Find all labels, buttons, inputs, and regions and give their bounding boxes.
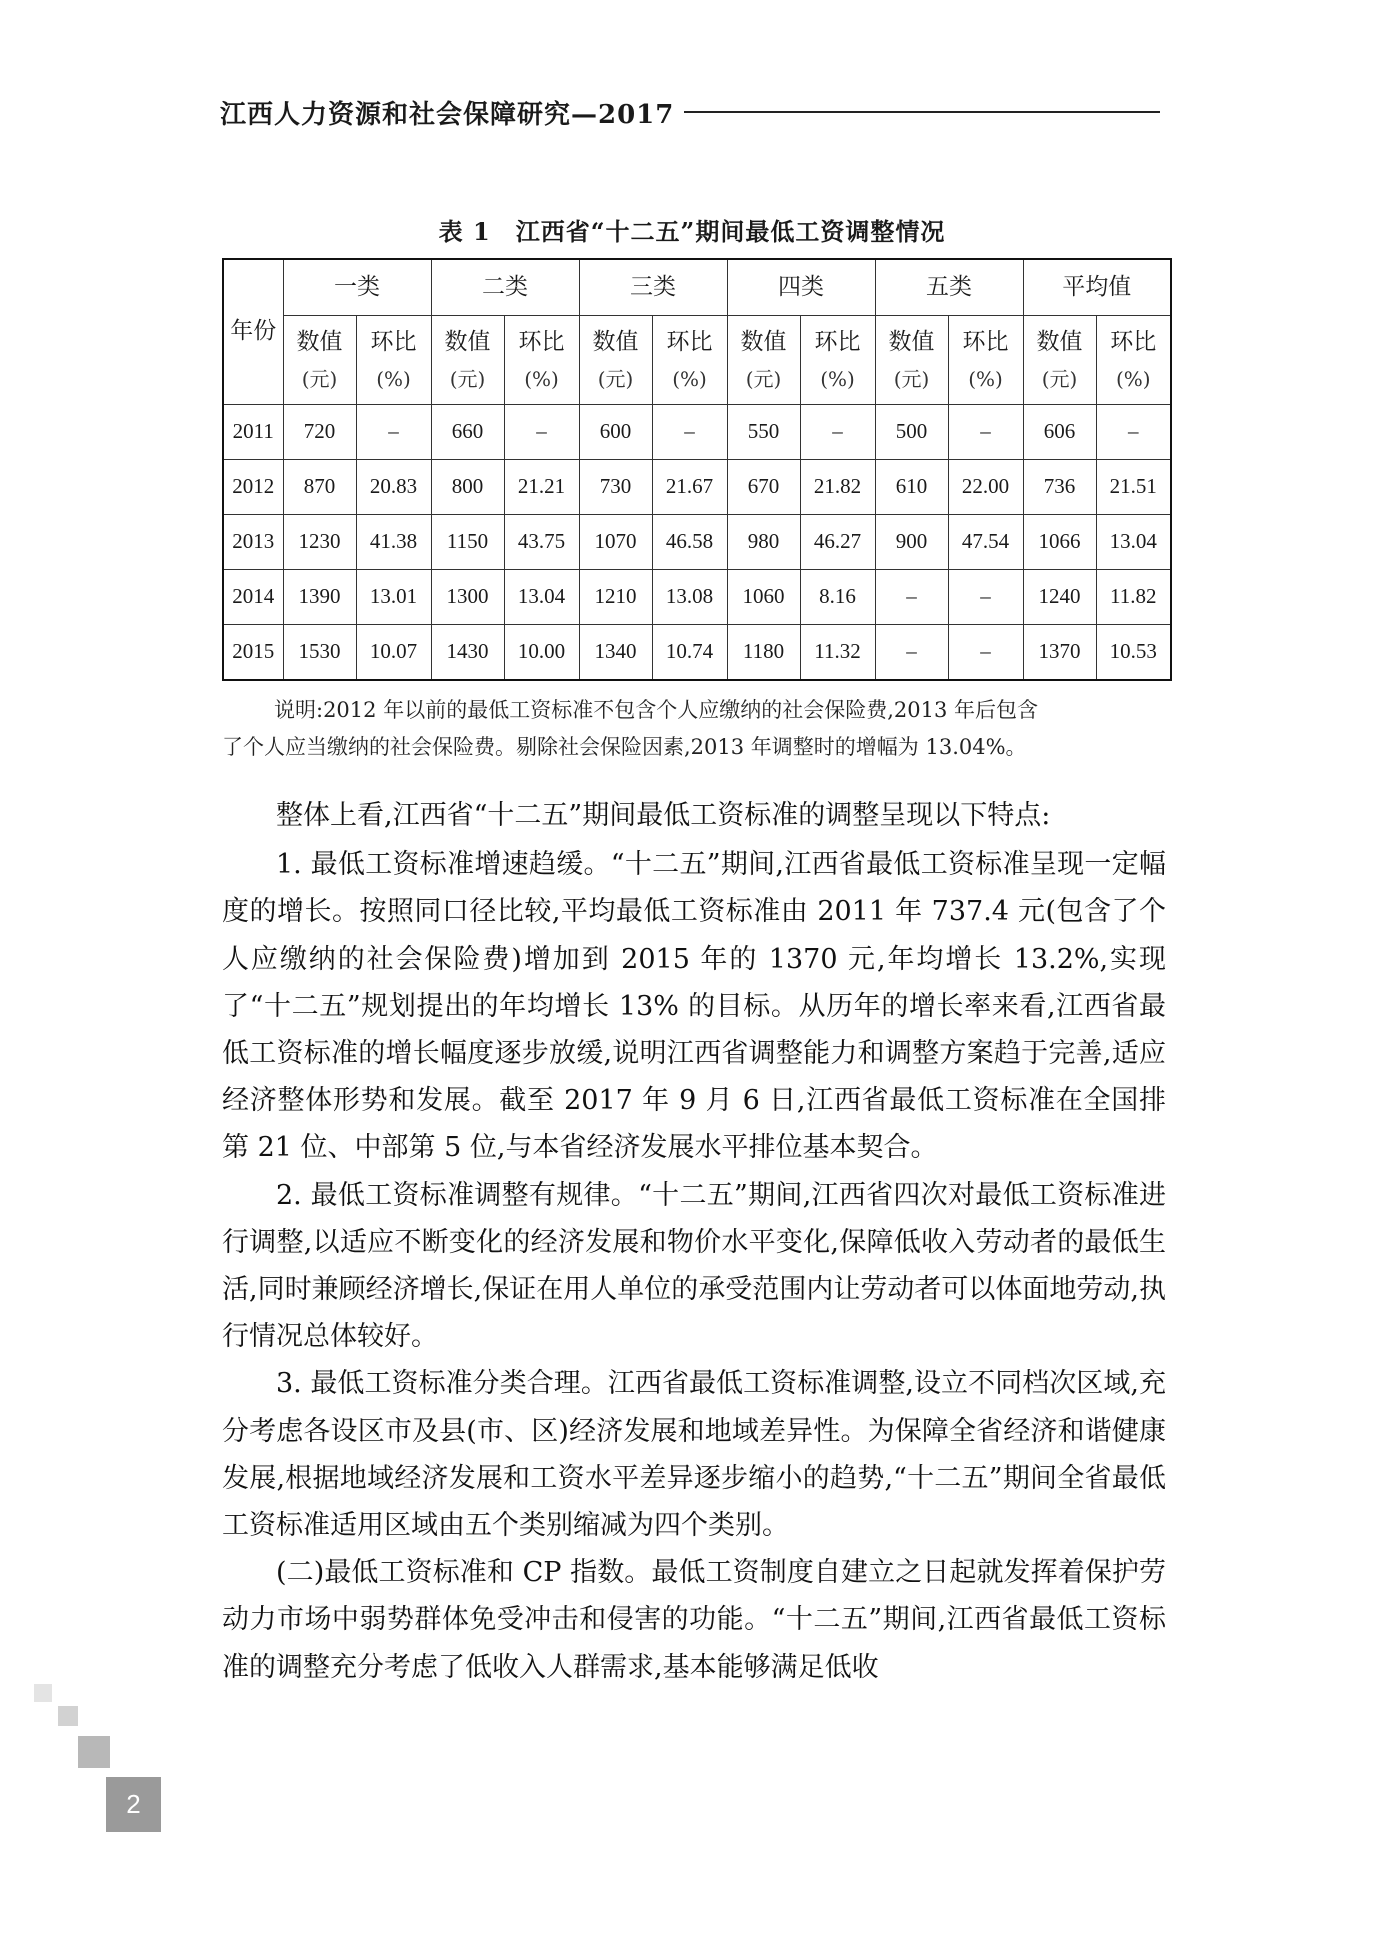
value-cell: 730 (579, 460, 652, 515)
ratio-col-header: 环比 (%) (356, 316, 431, 405)
year-cell: 2013 (223, 515, 283, 570)
ratio-cell: 13.04 (504, 570, 579, 625)
ratio-cell: 10.00 (504, 625, 579, 681)
ratio-cell: 46.27 (800, 515, 875, 570)
value-cell: – (875, 625, 948, 681)
category-header: 二类 (431, 259, 579, 316)
paragraph-intro: 整体上看,江西省“十二五”期间最低工资标准的调整呈现以下特点: (276, 800, 1051, 831)
value-cell: 1180 (727, 625, 800, 681)
value-cell: 900 (875, 515, 948, 570)
value-col-header: 数值 (元) (579, 316, 652, 405)
value-cell: 660 (431, 405, 504, 460)
value-cell: 1300 (431, 570, 504, 625)
ratio-cell: – (504, 405, 579, 460)
ratio-cell: – (1096, 405, 1171, 460)
value-cell: 800 (431, 460, 504, 515)
ratio-cell: 22.00 (948, 460, 1023, 515)
paragraph-1: 1. 最低工资标准增速趋缓。“十二五”期间,江西省最低工资标准呈现一定幅度的增长。按照同口径比较,平均最低工资标准由 2011 年 737.4 元(包含了个人应缴纳的社会保险费)增加到 2015 年的 1370 元,年均增长 13.2%,实现了“十二五”规划提出的年均增长 13% 的目标。从历年的增长率来看,江西省最低工资标准的增长幅度逐步放缓,说明江西省调整能力和调整方案趋于完善,适应经济整体形势和发展。截至 2017 年 9 月 6 日,江西省最低工资标准在全国排第 21 位、中部第 5 位,与本省经济发展水平排位基本契合。 (222, 849, 1166, 1164)
ratio-cell: – (800, 405, 875, 460)
value-cell: 1150 (431, 515, 504, 570)
table-row (223, 625, 1171, 681)
paragraph-3: 3. 最低工资标准分类合理。江西省最低工资标准调整,设立不同档次区域,充分考虑各设区市及县(市、区)经济发展和地域差异性。为保障全省经济和谐健康发展,根据地域经济发展和工资水平差异逐步缩小的趋势,“十二五”期间全省最低工资标准适用区域由五个类别缩减为四个类别。 (222, 1368, 1166, 1542)
table-title: 表 1 江西省“十二五”期间最低工资调整情况 (438, 217, 946, 246)
value-cell: 606 (1023, 405, 1096, 460)
value-cell: 1066 (1023, 515, 1096, 570)
value-cell: 736 (1023, 460, 1096, 515)
value-cell: 980 (727, 515, 800, 570)
ratio-cell: 10.07 (356, 625, 431, 681)
table-row (223, 570, 1171, 625)
value-cell: 870 (283, 460, 356, 515)
value-cell: 1340 (579, 625, 652, 681)
value-cell: 1530 (283, 625, 356, 681)
page-number: 2 (106, 1777, 161, 1832)
ratio-cell: 11.32 (800, 625, 875, 681)
value-col-header: 数值 (元) (875, 316, 948, 405)
ratio-col-header: 环比 (%) (1096, 316, 1171, 405)
table-note (222, 692, 1166, 766)
value-cell: 610 (875, 460, 948, 515)
category-header: 五类 (875, 259, 1023, 316)
ratio-cell: 11.82 (1096, 570, 1171, 625)
year-cell: 2012 (223, 460, 283, 515)
value-cell: 720 (283, 405, 356, 460)
ratio-cell: 21.21 (504, 460, 579, 515)
category-header: 四类 (727, 259, 875, 316)
ratio-cell: – (948, 405, 1023, 460)
note-line-2: 了个人应当缴纳的社会保险费。剔除社会保险因素,2013 年调整时的增幅为 13.04%。 (222, 735, 1027, 759)
ratio-cell: 43.75 (504, 515, 579, 570)
ratio-cell: – (356, 405, 431, 460)
ratio-cell: – (652, 405, 727, 460)
value-cell: 1430 (431, 625, 504, 681)
value-cell: 500 (875, 405, 948, 460)
ratio-cell: 41.38 (356, 515, 431, 570)
value-cell: 1070 (579, 515, 652, 570)
ratio-cell: 21.51 (1096, 460, 1171, 515)
value-cell: 1370 (1023, 625, 1096, 681)
ratio-col-header: 环比 (%) (652, 316, 727, 405)
ratio-cell: – (948, 570, 1023, 625)
wage-table (222, 258, 1172, 681)
category-header: 一类 (283, 259, 431, 316)
year-header: 年份 (223, 259, 283, 405)
ratio-cell: 13.08 (652, 570, 727, 625)
running-title: 江西人力资源和社会保障研究—2017 (220, 99, 675, 130)
ratio-col-header: 环比 (%) (800, 316, 875, 405)
ratio-col-header: 环比 (%) (948, 316, 1023, 405)
year-cell: 2014 (223, 570, 283, 625)
value-col-header: 数值 (元) (431, 316, 504, 405)
ratio-cell: 10.53 (1096, 625, 1171, 681)
running-header (220, 92, 1160, 132)
decor-square (58, 1706, 78, 1726)
value-cell: 670 (727, 460, 800, 515)
table-row (223, 460, 1171, 515)
ratio-cell: 20.83 (356, 460, 431, 515)
decor-square (34, 1684, 52, 1702)
value-cell: 550 (727, 405, 800, 460)
value-col-header: 数值 (元) (1023, 316, 1096, 405)
year-cell: 2015 (223, 625, 283, 681)
table-row (223, 515, 1171, 570)
ratio-col-header: 环比 (%) (504, 316, 579, 405)
value-cell: 1230 (283, 515, 356, 570)
value-cell: – (875, 570, 948, 625)
value-cell: 1390 (283, 570, 356, 625)
paragraph-4: (二)最低工资标准和 CP 指数。最低工资制度自建立之日起就发挥着保护劳动力市场中弱势群体免受冲击和侵害的功能。“十二五”期间,江西省最低工资标准的调整充分考虑了低收入人群需求,基本能够满足低收 (222, 1557, 1166, 1683)
ratio-cell: 21.67 (652, 460, 727, 515)
header-row-categories (223, 259, 1171, 316)
note-line-1: 说明:2012 年以前的最低工资标准不包含个人应缴纳的社会保险费,2013 年后包含 (274, 698, 1038, 722)
value-col-header: 数值 (元) (283, 316, 356, 405)
body-text (222, 792, 1166, 1691)
year-cell: 2011 (223, 405, 283, 460)
value-cell: 1210 (579, 570, 652, 625)
value-cell: 1240 (1023, 570, 1096, 625)
ratio-cell: 21.82 (800, 460, 875, 515)
ratio-cell: 10.74 (652, 625, 727, 681)
table-row (223, 405, 1171, 460)
ratio-cell: 46.58 (652, 515, 727, 570)
category-header: 平均值 (1023, 259, 1171, 316)
value-cell: 1060 (727, 570, 800, 625)
paragraph-2: 2. 最低工资标准调整有规律。“十二五”期间,江西省四次对最低工资标准进行调整,以适应不断变化的经济发展和物价水平变化,保障低收入劳动者的最低生活,同时兼顾经济增长,保证在用人单位的承受范围内让劳动者可以体面地劳动,执行情况总体较好。 (222, 1179, 1166, 1353)
category-header: 三类 (579, 259, 727, 316)
ratio-cell: 8.16 (800, 570, 875, 625)
header-rule (684, 111, 1160, 113)
decor-square (78, 1736, 110, 1768)
ratio-cell: 13.04 (1096, 515, 1171, 570)
ratio-cell: 13.01 (356, 570, 431, 625)
value-cell: 600 (579, 405, 652, 460)
value-col-header: 数值 (元) (727, 316, 800, 405)
ratio-cell: 47.54 (948, 515, 1023, 570)
ratio-cell: – (948, 625, 1023, 681)
header-row-units (223, 316, 1171, 405)
